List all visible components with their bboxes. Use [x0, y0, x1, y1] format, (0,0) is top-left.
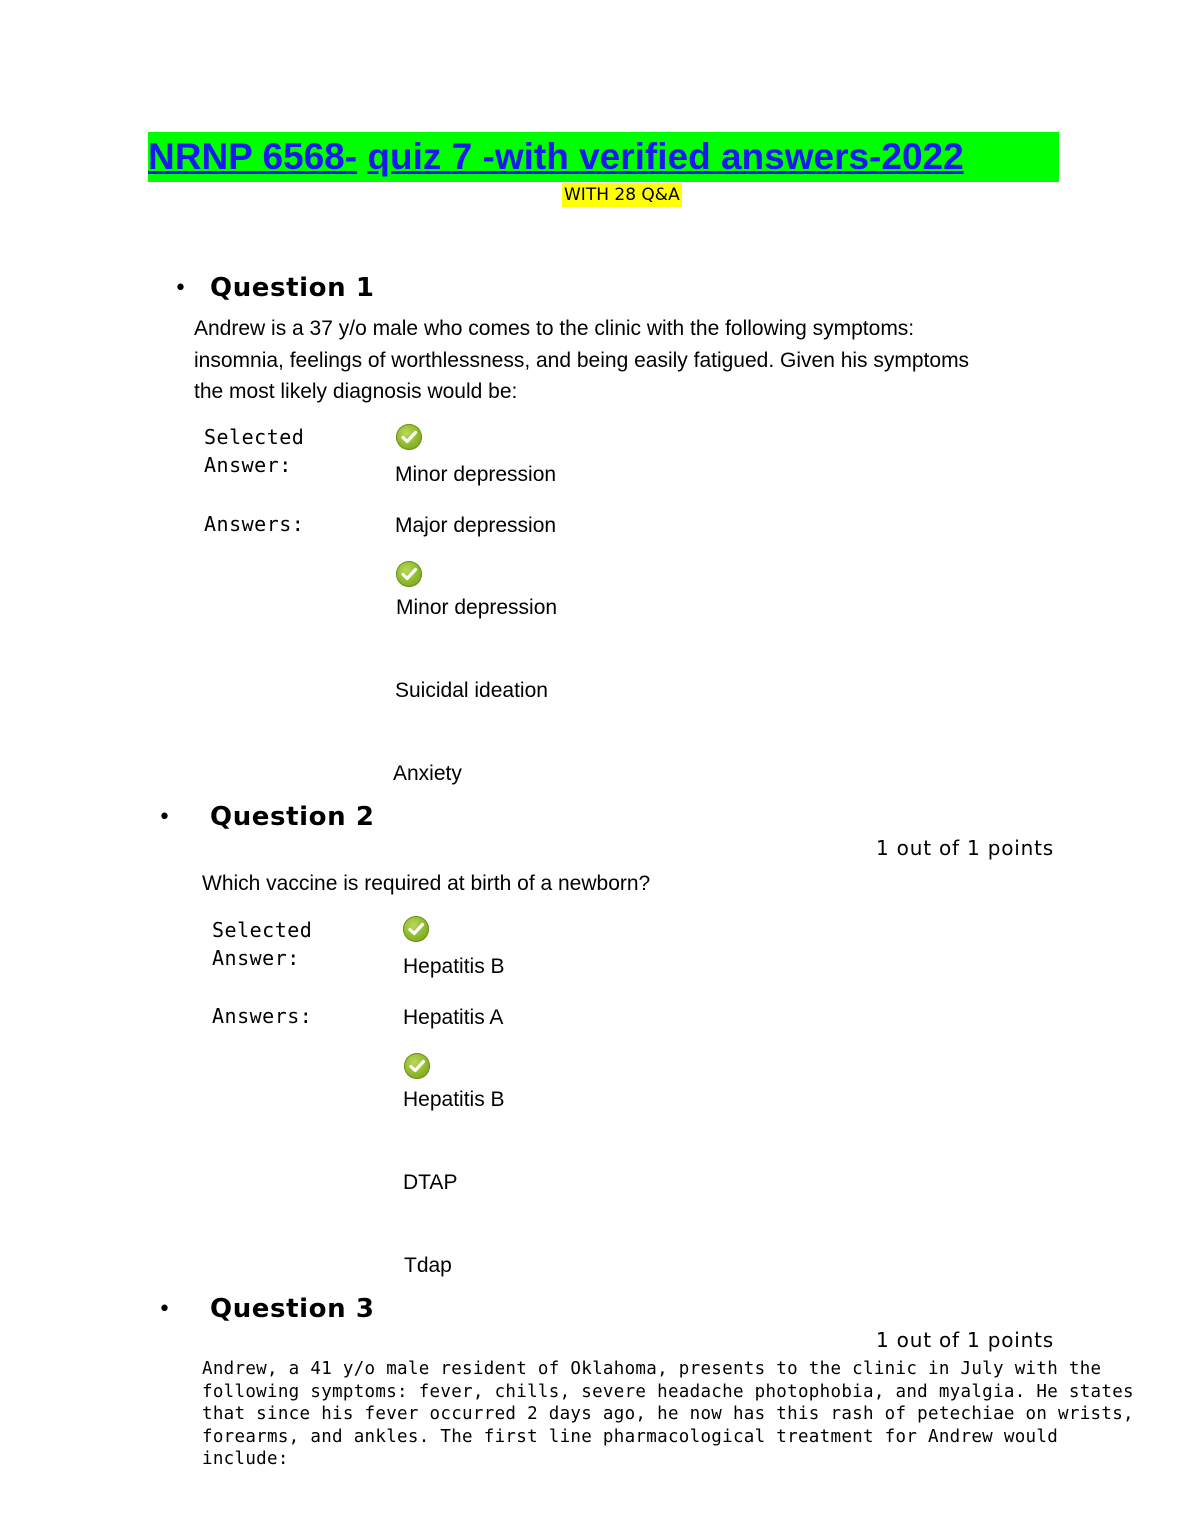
question-2-stem: [202, 868, 650, 900]
stem-line: Andrew is a 37 y/o male who comes to the clinic with the following symptoms:: [194, 317, 915, 340]
document-title: [148, 132, 1059, 182]
question-1-stem: [194, 313, 969, 408]
answer-option: Anxiety: [393, 762, 462, 785]
answer-option: Tdap: [404, 1254, 452, 1277]
selected-label-line2: Answer:: [204, 453, 292, 477]
answer-option-correct: Hepatitis B: [403, 1088, 505, 1111]
stem-line: Which vaccine is required at birth of a newborn?: [202, 872, 651, 895]
answers-label: Answers:: [204, 512, 305, 536]
stem-line: the most likely diagnosis would be:: [194, 380, 518, 403]
selected-answer-label: [204, 423, 304, 479]
stem-line: include:: [202, 1449, 289, 1470]
bullet: •: [174, 276, 187, 301]
question-2-points: 1 out of 1 points: [876, 836, 1054, 860]
green-checkmark-icon: [396, 424, 422, 450]
question-2-heading: Question 2: [210, 802, 375, 832]
stem-line: following symptoms: fever, chills, severe headache photophobia, and myalgia. He states: [202, 1381, 1134, 1402]
green-checkmark-icon: [403, 916, 429, 942]
answer-option-correct: Minor depression: [396, 596, 558, 619]
document-subtitle: WITH 28 Q&A: [564, 185, 680, 205]
bullet: •: [158, 1297, 171, 1322]
title-course-code: NRNP 6568-: [148, 136, 358, 177]
selected-label-line1: Selected: [204, 425, 305, 449]
answer-option: DTAP: [403, 1171, 458, 1194]
selected-answer-value: Minor depression: [395, 463, 557, 486]
stem-line: insomnia, feelings of worthlessness, and being easily fatigued. Given his symptoms: [194, 348, 970, 372]
question-3-stem: [202, 1358, 1134, 1471]
stem-line: that since his fever occurred 2 days ago, he now has this rash of petechiae on wrists,: [202, 1404, 1134, 1425]
question-3-points: 1 out of 1 points: [876, 1328, 1054, 1352]
answer-option: Suicidal ideation: [395, 679, 548, 702]
answer-option: Major depression: [395, 514, 557, 537]
stem-line: forearms, and ankles. The first line pharmacological treatment for Andrew would: [202, 1426, 1059, 1447]
question-1-heading: Question 1: [210, 273, 375, 303]
answers-label: Answers:: [212, 1004, 313, 1028]
selected-answer-value: Hepatitis B: [403, 955, 505, 978]
selected-label-line1: Selected: [212, 918, 313, 942]
bullet: •: [158, 805, 171, 830]
title-quiz-name: quiz 7 -with verified answers-2022: [367, 136, 964, 177]
selected-label-line2: Answer:: [212, 946, 300, 970]
question-3-heading: Question 3: [210, 1294, 375, 1324]
green-checkmark-icon: [396, 561, 422, 587]
stem-line: Andrew, a 41 y/o male resident of Oklahoma, presents to the clinic in July with the: [202, 1359, 1102, 1379]
selected-answer-label: [212, 916, 312, 972]
answer-option: Hepatitis A: [403, 1006, 504, 1029]
green-checkmark-icon: [404, 1053, 430, 1079]
